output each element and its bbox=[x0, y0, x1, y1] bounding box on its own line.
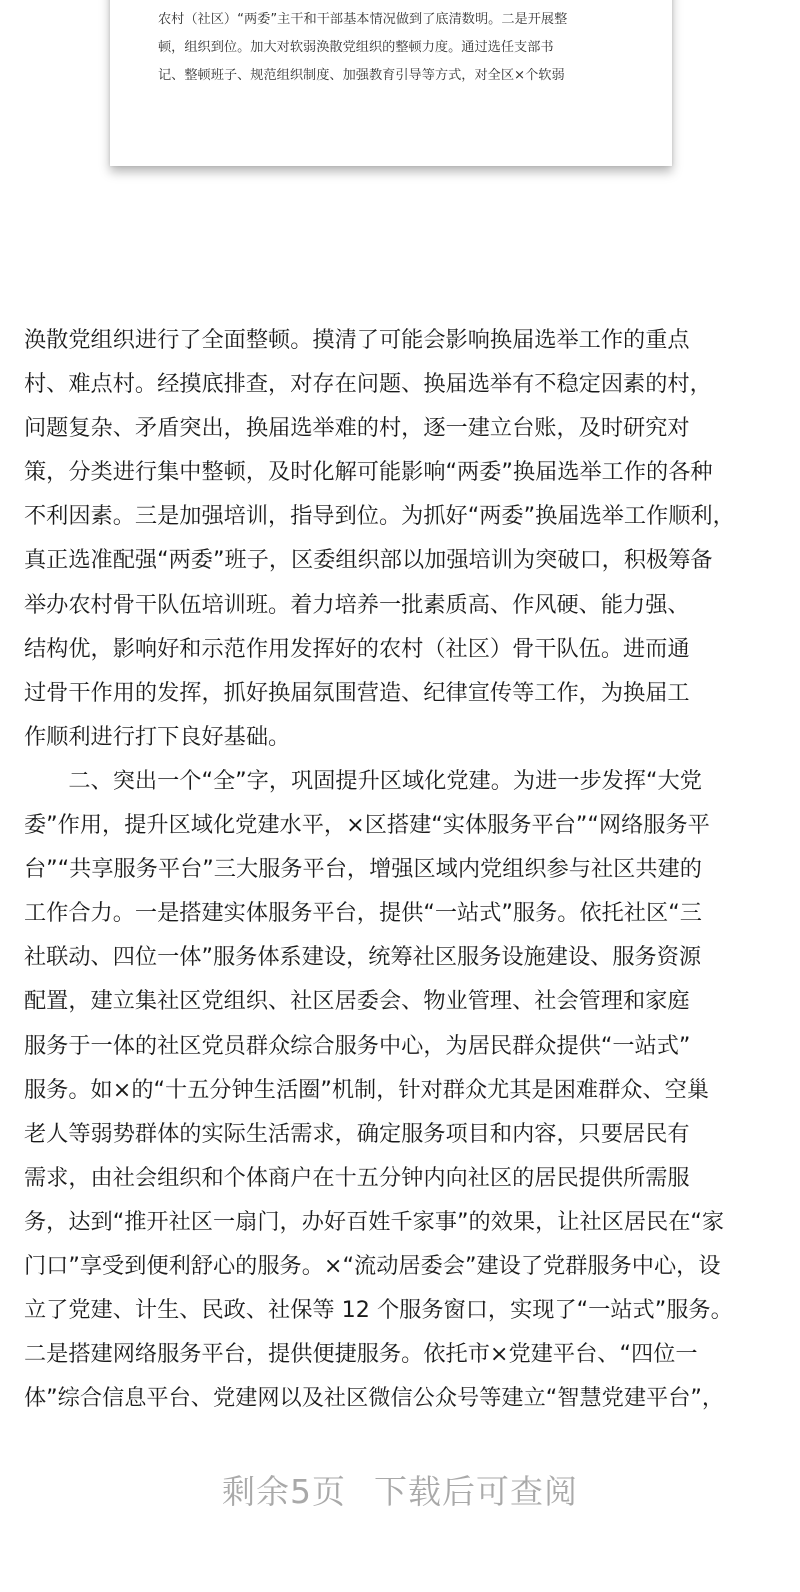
body-line: 过骨干作用的发挥，抓好换届氛围营造、纪律宣传等工作，为换届工 bbox=[24, 679, 690, 706]
preview-line: 农村（社区）“两委”主干和干部基本情况做到了底清数明。二是开展整 bbox=[158, 12, 568, 27]
body-line: 社联动、四位一体”服务体系建设，统筹社区服务设施建设、服务资源 bbox=[24, 944, 702, 971]
body-line: 问题复杂、矛盾突出，换届选举难的村，逐一建立台账，及时研究对 bbox=[24, 415, 690, 442]
body-line: 服务于一体的社区党员群众综合服务中心，为居民群众提供“一站式” bbox=[24, 1032, 691, 1059]
body-line: 结构优，影响好和示范作用发挥好的农村（社区）骨干队伍。进而通 bbox=[24, 635, 690, 662]
body-line: 不利因素。三是加强培训，指导到位。为抓好“两委”换届选举工作顺利， bbox=[24, 503, 735, 530]
body-line: 二、突出一个“全”字，巩固提升区域化党建。为进一步发挥“大党 bbox=[24, 767, 702, 794]
body-line: 体”综合信息平台、党建网以及社区微信公众号等建立“智慧党建平台”， bbox=[24, 1385, 725, 1412]
body-line: 服务。如×的“十五分钟生活圈”机制，针对群众尤其是困难群众、空巢 bbox=[24, 1076, 710, 1103]
download-prompt[interactable] bbox=[0, 1462, 800, 1522]
body-line: 举办农村骨干队伍培训班。着力培养一批素质高、作风硬、能力强、 bbox=[24, 591, 690, 618]
body-line: 门口”享受到便利舒心的服务。×“流动居委会”建设了党群服务中心，设 bbox=[24, 1252, 721, 1279]
body-line: 涣散党组织进行了全面整顿。摸清了可能会影响换届选举工作的重点 bbox=[24, 327, 690, 353]
body-line: 立了党建、计生、民政、社保等 12 个服务窗口，实现了“一站式”服务。 bbox=[24, 1297, 733, 1324]
remaining-pages-label: 剩余5页 bbox=[222, 1472, 346, 1511]
body-line: 老人等弱势群体的实际生活需求，确定服务项目和内容，只要居民有 bbox=[24, 1120, 690, 1147]
preview-line: 顿，组织到位。加大对软弱涣散党组织的整顿力度。通过选任支部书 bbox=[158, 40, 554, 55]
body-line: 村、难点村。经摸底排查，对存在问题、换届选举有不稳定因素的村， bbox=[24, 371, 712, 398]
body-line: 台”“共享服务平台”三大服务平台，增强区域内党组织参与社区共建的 bbox=[24, 856, 702, 883]
preview-text bbox=[158, 6, 638, 90]
preview-line: 记、整顿班子、规范组织制度、加强教育引导等方式，对全区×个软弱 bbox=[158, 68, 565, 83]
body-line: 配置，建立集社区党组织、社区居委会、物业管理、社会管理和家庭 bbox=[24, 988, 690, 1015]
page-preview-card bbox=[110, 0, 672, 166]
document-body bbox=[24, 318, 776, 1420]
body-line: 需求，由社会组织和个体商户在十五分钟内向社区的居民提供所需服 bbox=[24, 1164, 690, 1191]
body-line: 委”作用，提升区域化党建水平，×区搭建“实体服务平台”“网络服务平 bbox=[24, 812, 710, 839]
download-to-view-link[interactable]: 下载后可查阅 bbox=[374, 1472, 578, 1511]
body-line: 务，达到“推开社区一扇门，办好百姓千家事”的效果，让社区居民在“家 bbox=[24, 1208, 725, 1235]
body-line: 策，分类进行集中整顿，及时化解可能影响“两委”换届选举工作的各种 bbox=[24, 459, 713, 486]
body-line: 工作合力。一是搭建实体服务平台，提供“一站式”服务。依托社区“三 bbox=[24, 900, 702, 927]
body-line: 真正选准配强“两委”班子，区委组织部以加强培训为突破口，积极筹备 bbox=[24, 547, 713, 574]
body-line: 作顺利进行打下良好基础。 bbox=[24, 723, 291, 750]
body-line: 二是搭建网络服务平台，提供便捷服务。依托市×党建平台、“四位一 bbox=[24, 1341, 698, 1368]
